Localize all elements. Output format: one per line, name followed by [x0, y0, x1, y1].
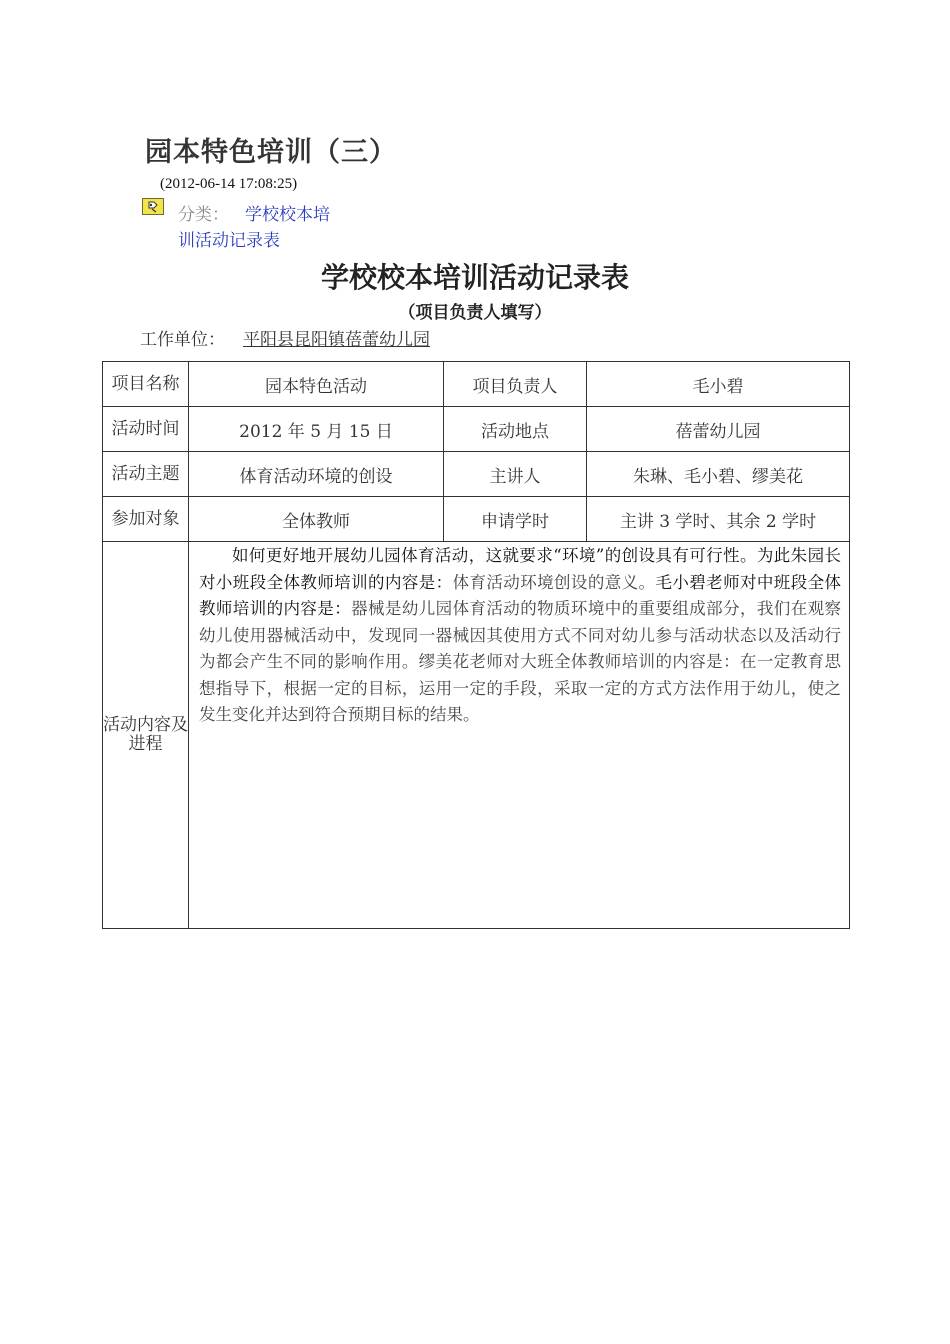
- work-unit-label: 工作单位：: [140, 330, 225, 350]
- table-row: [103, 362, 850, 407]
- content-part-2: 体育活动环境创设的意义。: [452, 572, 656, 592]
- post-title: 园本特色培训（三）: [145, 137, 397, 168]
- row-value: 朱琳、毛小碧、缪美花: [587, 452, 850, 497]
- table-row-content: [103, 542, 850, 929]
- row-label: 参加对象: [103, 497, 189, 542]
- content-label: 活动内容及进程: [103, 542, 189, 929]
- row-value: 体育活动环境的创设: [189, 452, 444, 497]
- content-paragraph: [199, 543, 841, 729]
- record-table: [102, 361, 850, 929]
- row-label: 主讲人: [444, 452, 587, 497]
- row-label: 活动地点: [444, 407, 587, 452]
- row-label: 项目负责人: [444, 362, 587, 407]
- content-text: [189, 542, 850, 929]
- row-value: 全体教师: [189, 497, 444, 542]
- post-timestamp: (2012-06-14 17:08:25): [160, 176, 298, 192]
- table-row: [103, 452, 850, 497]
- category-link[interactable]: 学校校本培: [245, 205, 330, 225]
- row-value: 主讲 3 学时、其余 2 学时: [587, 497, 850, 542]
- content-part-4: 器械是幼儿园体育活动的物质环境中的重要组成部分，我们在观察幼儿使用器械活动中，发现同一器械因其使用方式不同对幼儿参与活动状态以及活动行为都会产生不同的影响作用。缪美花老师对大班全体教师培训的内容是：在一定教育思想指导下，根据一定的目标，运用一定的手段，采取一定的方式方法作用于幼儿，使之发生变化并达到符合预期目标的结果。: [199, 599, 842, 724]
- category-link-continued[interactable]: 训活动记录表: [178, 231, 280, 251]
- category-label: 分类：: [178, 205, 229, 225]
- row-label: 活动主题: [103, 452, 189, 497]
- document-subtitle: （项目负责人填写）: [398, 303, 552, 323]
- content-part-3: 毛小碧老师对中班段全体教师培训的内容是：: [199, 572, 842, 618]
- row-value: 蓓蕾幼儿园: [587, 407, 850, 452]
- work-unit-value: 平阳县昆阳镇蓓蕾幼儿园: [243, 330, 430, 350]
- content-part-1: 如何更好地开展幼儿园体育活动，这就要求“环境”的创设具有可行性。为此朱园长对小班段全体教师培训的内容是：: [199, 546, 841, 592]
- row-value: 毛小碧: [587, 362, 850, 407]
- row-label: 活动时间: [103, 407, 189, 452]
- row-label: 项目名称: [103, 362, 189, 407]
- table-row: [103, 497, 850, 542]
- document-title: 学校校本培训活动记录表: [320, 261, 629, 294]
- row-value: 园本特色活动: [189, 362, 444, 407]
- table-row: [103, 407, 850, 452]
- row-label: 申请学时: [444, 497, 587, 542]
- category-icon: [142, 198, 164, 215]
- work-unit: [140, 325, 434, 350]
- row-value: 2012 年 5 月 15 日: [189, 407, 444, 452]
